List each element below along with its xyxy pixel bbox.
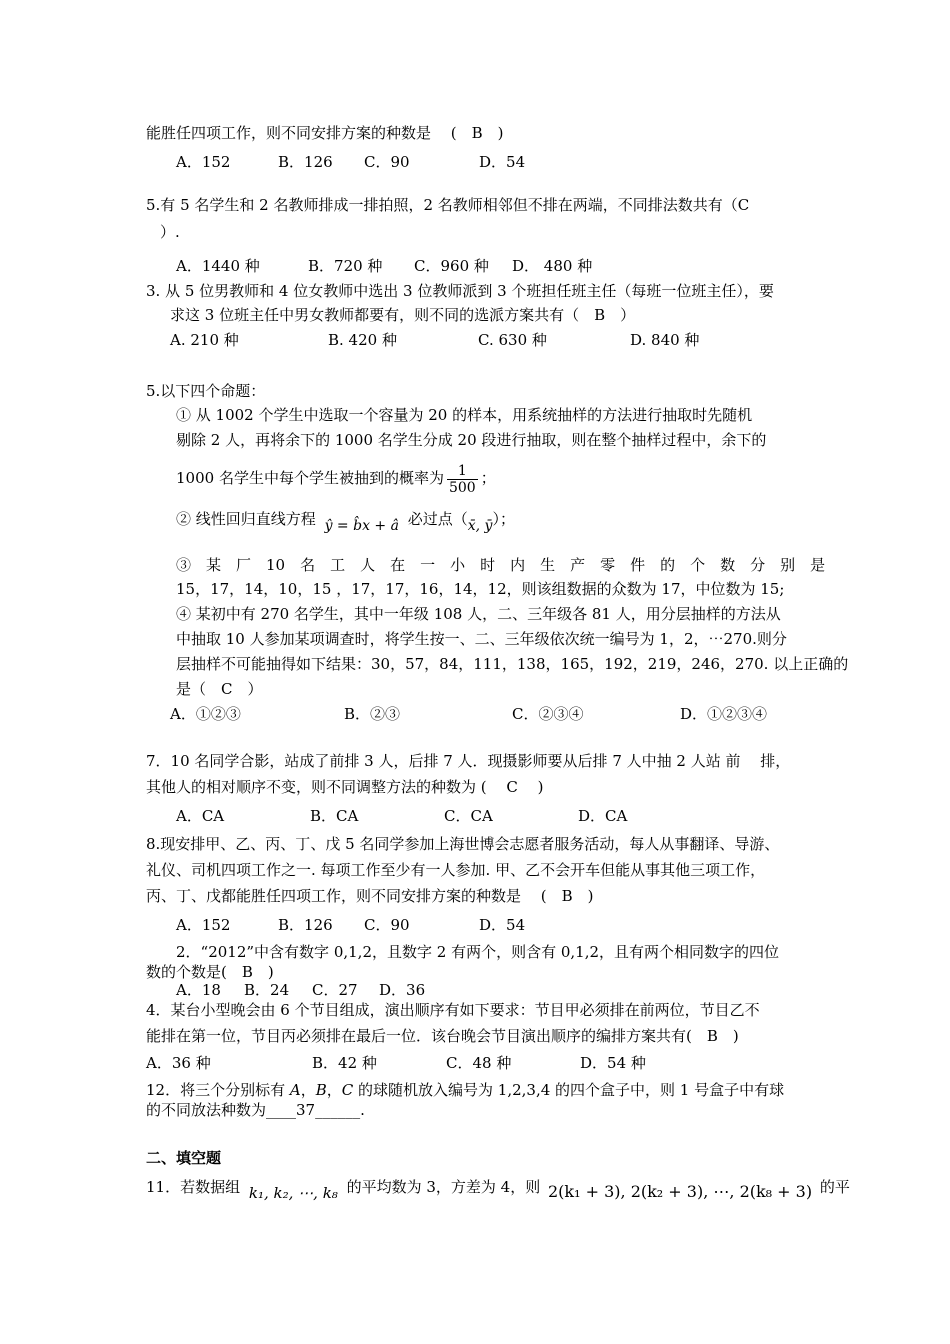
question-text: 8.现安排甲、乙、丙、丁、戊 5 名同学参加上海世博会志愿者服务活动，每人从事翻译、导游、 xyxy=(146,835,780,853)
option-d: D．CA xyxy=(578,807,628,825)
option-b: B．720 种 xyxy=(308,257,383,275)
statement-1-prob xyxy=(176,458,496,498)
option-c: C．CA xyxy=(444,807,493,825)
question-text-cont: 数的个数是( B ) xyxy=(146,963,274,981)
statement-2 xyxy=(176,506,515,533)
option-a: A．152 xyxy=(176,916,231,934)
ball-label-b: B xyxy=(315,1081,327,1099)
option-b: B．CA xyxy=(310,807,359,825)
question-text: 能胜任四项工作，则不同安排方案的种数是 ( B ) xyxy=(146,124,504,142)
statement-4-answer: 是（ C ） xyxy=(176,680,263,698)
option-d: D． 480 种 xyxy=(512,257,593,275)
statement-3-cont: 15，17，14，10，15 ，17，17，16，14，12，则该组数据的众数为 17，中位数为 15; xyxy=(176,580,785,598)
statement-4-cont2: 层抽样不可能抽得如下结果：30，57，84，111，138，165，192，219，246，270. 以上正确的 xyxy=(176,655,849,673)
answer-blank-post: ______ xyxy=(315,1101,361,1119)
option-b: B. 420 种 xyxy=(328,331,397,349)
option-d: D．54 种 xyxy=(580,1054,646,1072)
statement-3: ③ 某 厂 10 名 工 人 在 一 小 时 内 生 产 零 件 的 个 数 分 别 是 xyxy=(176,556,826,574)
question-text-cont: 其他人的相对顺序不变，则不同调整方法的种数为 ( C ) xyxy=(146,778,544,796)
separator: ， xyxy=(300,1081,316,1099)
question-text-cont: ）. xyxy=(160,223,180,241)
option-a: A．152 xyxy=(176,153,231,171)
statement-2-end: ）； xyxy=(492,510,515,528)
option-b: B．24 xyxy=(244,981,290,999)
question-text-cont: 求这 3 位班主任中男女教师都要有，则不同的选派方案共有（ B ） xyxy=(170,306,636,324)
question-text: 5.有 5 名学生和 2 名教师排成一排拍照，2 名教师相邻但不排在两端，不同排法数共有（C xyxy=(146,196,750,214)
transformed-data-expression: 2(k₁ + 3), 2(k₂ + 3), ⋯, 2(k₈ + 3) xyxy=(547,1182,813,1201)
option-c: C．90 xyxy=(364,916,410,934)
separator: ， xyxy=(326,1081,342,1099)
mean-point: x̄, ȳ xyxy=(467,518,493,534)
ball-label-c: C xyxy=(341,1081,354,1099)
option-c: C．②③④ xyxy=(512,705,584,723)
option-a: A．CA xyxy=(176,807,225,825)
question-text: 4．某台小型晚会由 6 个节目组成，演出顺序有如下要求：节目甲必须排在前两位，节目乙不 xyxy=(146,1001,760,1019)
option-b: B．②③ xyxy=(344,705,401,723)
option-b: B．126 xyxy=(278,916,333,934)
statement-1-end: ； xyxy=(480,469,496,487)
statement-2-text-b: 必过点（ xyxy=(407,510,468,528)
option-c: C. 630 种 xyxy=(478,331,547,349)
q12-text-a: 12．将三个分别标有 xyxy=(146,1081,290,1099)
option-d: D．①②③④ xyxy=(680,705,768,723)
q12-end: . xyxy=(360,1101,365,1119)
question-text-cont2: 丙、丁、戊都能胜任四项工作，则不同安排方案的种数是 ( B ) xyxy=(146,887,594,905)
statement-1: ① 从 1002 个学生中选取一个容量为 20 的样本，用系统抽样的方法进行抽取时先随机 xyxy=(176,406,753,424)
answer-value: 37 xyxy=(296,1101,316,1119)
option-b: B．126 xyxy=(278,153,333,171)
option-d: D．54 xyxy=(479,153,526,171)
option-a: A．①②③ xyxy=(170,705,241,723)
statement-4-cont: 中抽取 10 人参加某项调查时，将学生按一、二、三年级依次统一编号为 1，2，⋯270.则分 xyxy=(176,630,787,648)
question-text-cont: 礼仪、司机四项工作之一. 每项工作至少有一人参加. 甲、乙不会开车但能从事其他三项工作， xyxy=(146,861,766,879)
answer-blank-pre: ____ xyxy=(266,1101,297,1119)
option-b: B．42 种 xyxy=(312,1054,377,1072)
statement-2-text: ② 线性回归直线方程 xyxy=(176,510,316,528)
q11-text-b: 的平均数为 3，方差为 4，则 xyxy=(346,1178,541,1196)
question-text: 2．“2012”中含有数字 0,1,2，且数字 2 有两个，则含有 0,1,2，且有两个相同数字的四位 xyxy=(176,943,780,961)
option-d: D. 840 种 xyxy=(630,331,700,349)
question-text xyxy=(146,1080,784,1100)
option-c: C．960 种 xyxy=(414,257,489,275)
option-a: A．18 xyxy=(176,981,221,999)
question-text-cont: 能排在第一位，节目丙必须排在最后一位．该台晚会节目演出顺序的编排方案共有( B ) xyxy=(146,1027,739,1045)
section-title: 二、填空题 xyxy=(146,1149,222,1167)
question-title: 5.以下四个命题： xyxy=(146,382,266,400)
q11-text-c: 的平 xyxy=(819,1178,850,1196)
regression-equation: ŷ = b̂x + â xyxy=(324,518,399,534)
question-text xyxy=(146,1172,850,1202)
statement-4: ④ 某初中有 270 名学生，其中一年级 108 人，二、三年级各 81 人，用分层抽样的方法从 xyxy=(176,605,781,623)
fraction-numerator: 1 xyxy=(447,463,478,480)
statement-1-cont: 剔除 2 人，再将余下的 1000 名学生分成 20 段进行抽取，则在整个抽样过程中，余下的 xyxy=(176,431,767,449)
option-a: A．1440 种 xyxy=(176,257,260,275)
option-d: D．54 xyxy=(479,916,526,934)
ball-label-a: A xyxy=(289,1081,301,1099)
question-text-cont xyxy=(146,1100,365,1120)
option-d: D．36 xyxy=(379,981,426,999)
fraction-denominator: 500 xyxy=(448,479,476,496)
option-c: C．90 xyxy=(364,153,410,171)
statement-1-text: 1000 名学生中每个学生被抽到的概率为 xyxy=(176,469,444,487)
option-a: A. 210 种 xyxy=(170,331,239,349)
probability-fraction xyxy=(447,463,478,496)
option-a: A．36 种 xyxy=(146,1054,211,1072)
option-c: C．27 xyxy=(312,981,358,999)
option-c: C．48 种 xyxy=(446,1054,512,1072)
data-set-expression: k₁, k₂, ⋯, k₈ xyxy=(248,1184,338,1202)
q12-text-b: 的球随机放入编号为 1,2,3,4 的四个盒子中，则 1 号盒子中有球 xyxy=(353,1081,785,1099)
q12-text2: 的不同放法种数为 xyxy=(146,1101,267,1119)
q11-text-a: 11．若数据组 xyxy=(146,1178,241,1196)
question-text: 7．10 名同学合影，站成了前排 3 人，后排 7 人．现摄影师要从后排 7 人中抽 2 人站 前 排， xyxy=(146,752,791,770)
question-text: 3. 从 5 位男教师和 4 位女教师中选出 3 位教师派到 3 个班担任班主任（每班一位班主任），要 xyxy=(146,282,774,300)
